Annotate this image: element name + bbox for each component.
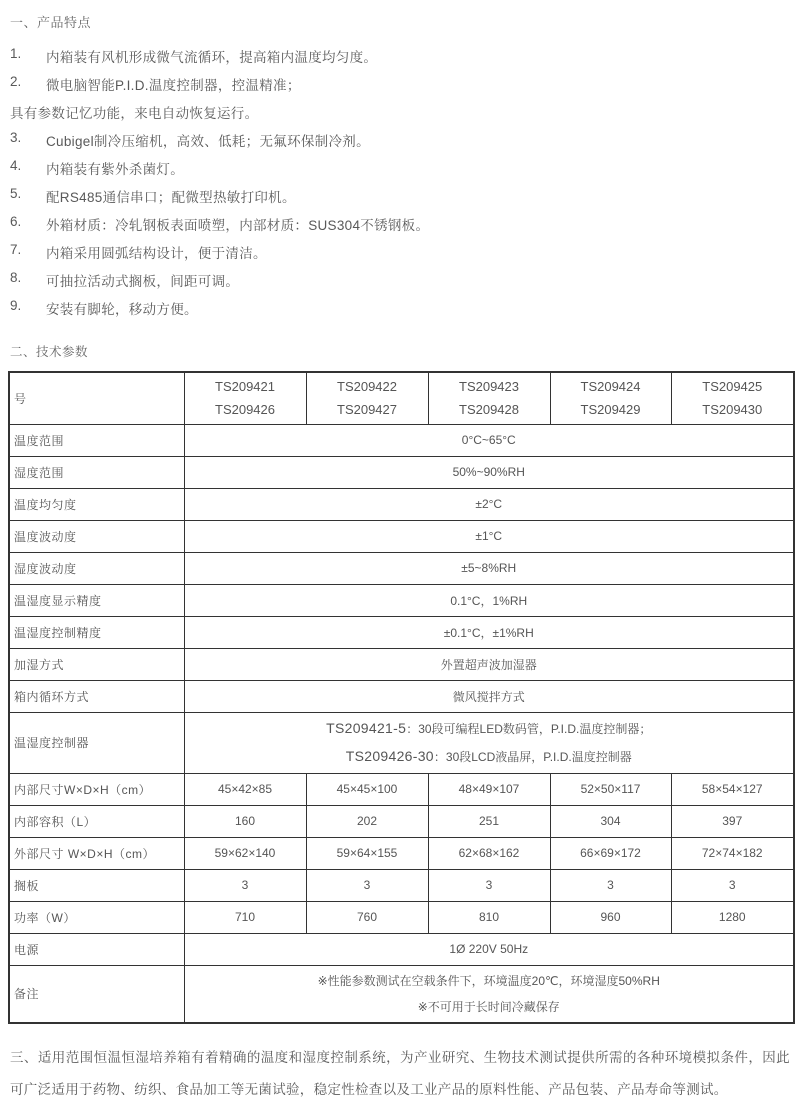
list-number: 6. [10, 214, 22, 229]
controller-model: TS209426-30 [345, 747, 434, 764]
spec-value: ±0.1°C，±1%RH [184, 616, 794, 648]
spec-value: 810 [428, 901, 550, 933]
model-column-cell [184, 372, 306, 424]
spec-label: 备注 [9, 965, 184, 1023]
spec-value: 59×62×140 [184, 837, 306, 869]
spec-label: 内部尺寸W×D×H（cm） [9, 773, 184, 805]
spec-value: 760 [306, 901, 428, 933]
table-row [9, 616, 794, 648]
list-text: 内箱装有紫外杀菌灯。 [46, 162, 184, 177]
spec-value: 72×74×182 [671, 837, 794, 869]
spec-value: 960 [550, 901, 671, 933]
model-column-cell [428, 372, 550, 424]
spec-label: 箱内循环方式 [9, 680, 184, 712]
spec-value: 3 [306, 869, 428, 901]
controller-line [189, 743, 790, 771]
table-row-controller [9, 712, 794, 773]
list-text: 安装有脚轮，移动方便。 [46, 302, 198, 317]
model-name: TS209424 [580, 379, 641, 395]
spec-label: 温度范围 [9, 424, 184, 456]
spec-value: 304 [550, 805, 671, 837]
list-number: 5. [10, 186, 22, 201]
model-name: TS209422 [337, 379, 397, 395]
list-number: 1. [10, 46, 22, 61]
list-text: Cubigel制冷压缩机，高效、低耗；无氟环保制冷剂。 [46, 134, 370, 149]
spec-value: 202 [306, 805, 428, 837]
model-name: TS209430 [702, 402, 763, 418]
spec-label: 温度均匀度 [9, 488, 184, 520]
spec-label: 外部尺寸 W×D×H（cm） [9, 837, 184, 869]
table-row [9, 933, 794, 965]
spec-value: ±1°C [184, 520, 794, 552]
spec-value: 3 [184, 869, 306, 901]
list-item [8, 46, 792, 74]
spec-value: 59×64×155 [306, 837, 428, 869]
spec-label: 加湿方式 [9, 648, 184, 680]
spec-value: 710 [184, 901, 306, 933]
spec-value: 160 [184, 805, 306, 837]
list-text: 内箱装有风机形成微气流循环，提高箱内温度均匀度。 [46, 50, 378, 65]
spec-label: 温度波动度 [9, 520, 184, 552]
controller-model: TS209421-5 [326, 719, 407, 736]
spec-label: 电源 [9, 933, 184, 965]
table-row [9, 901, 794, 933]
table-row [9, 680, 794, 712]
features-heading: 一、产品特点 [10, 15, 92, 30]
list-number: 8. [10, 270, 22, 285]
spec-value [184, 712, 794, 773]
table-row [9, 869, 794, 901]
list-text: 具有参数记忆功能，来电自动恢复运行。 [10, 106, 259, 121]
spec-value: 3 [550, 869, 671, 901]
spec-value: 3 [428, 869, 550, 901]
list-text: 配RS485通信串口；配微型热敏打印机。 [46, 190, 296, 205]
controller-desc: ：30段LCD液晶屏，P.I.D.温度控制器 [433, 749, 632, 764]
model-name: TS209426 [215, 402, 275, 418]
model-name: TS209429 [580, 402, 641, 418]
list-number: 4. [10, 158, 22, 173]
list-item [8, 270, 792, 298]
scope-paragraph: 三、适用范围恒温恒湿培养箱有着精确的温度和湿度控制系统，为产业研究、生物技术测试提供所需的各种环境模拟条件，因此可广泛适用于药物、纺织、食品加工等无菌试验，稳定性检查以及工业产品的原料性能、产品包装、产品寿命等测试。 [10, 1049, 790, 1097]
spec-value: 0.1°C，1%RH [184, 584, 794, 616]
list-item [8, 158, 792, 186]
spec-label: 温湿度控制精度 [9, 616, 184, 648]
spec-value: 397 [671, 805, 794, 837]
table-row [9, 552, 794, 584]
list-item [8, 186, 792, 214]
list-item-continuation [8, 102, 792, 130]
controller-line [189, 715, 790, 743]
list-item [8, 214, 792, 242]
list-item [8, 74, 792, 102]
list-text: 微电脑智能P.I.D.温度控制器，控温精准； [46, 78, 301, 93]
table-row [9, 805, 794, 837]
model-name: TS209421 [215, 379, 275, 395]
spec-label: 搁板 [9, 869, 184, 901]
list-text: 外箱材质：冷轧钢板表面喷塑，内部材质：SUS304不锈钢板。 [46, 218, 430, 233]
list-text: 内箱采用圆弧结构设计，便于清洁。 [46, 246, 267, 261]
table-row [9, 837, 794, 869]
model-name: TS209423 [459, 379, 519, 395]
specs-heading: 二、技术参数 [10, 345, 89, 359]
spec-label: 温湿度显示精度 [9, 584, 184, 616]
table-row [9, 520, 794, 552]
spec-value: 66×69×172 [550, 837, 671, 869]
spec-value: 52×50×117 [550, 773, 671, 805]
spec-value: 45×45×100 [306, 773, 428, 805]
spec-value: 1Ø 220V 50Hz [184, 933, 794, 965]
remark-line: ※不可用于长时间冷藏保存 [417, 999, 560, 1014]
spec-value: 3 [671, 869, 794, 901]
spec-value: 45×42×85 [184, 773, 306, 805]
spec-table [8, 371, 795, 1024]
model-column-cell [550, 372, 671, 424]
table-row-remark [9, 965, 794, 1023]
spec-value: ±2°C [184, 488, 794, 520]
table-row [9, 584, 794, 616]
spec-value: 58×54×127 [671, 773, 794, 805]
spec-value [184, 965, 794, 1023]
feature-list [8, 46, 792, 326]
model-name: TS209427 [337, 402, 397, 418]
controller-desc: ：30段可编程LED数码管，P.I.D.温度控制器； [406, 721, 652, 736]
spec-value: 50%~90%RH [184, 456, 794, 488]
table-row [9, 424, 794, 456]
spec-value: 62×68×162 [428, 837, 550, 869]
spec-label: 湿度波动度 [9, 552, 184, 584]
spec-value: 微风搅拌方式 [184, 680, 794, 712]
spec-value: 251 [428, 805, 550, 837]
list-item [8, 242, 792, 270]
model-name: TS209428 [459, 402, 519, 418]
header-label-cell: 号 [9, 372, 184, 424]
spec-value: ±5~8%RH [184, 552, 794, 584]
list-item [8, 130, 792, 158]
list-item [8, 298, 792, 326]
table-row [9, 773, 794, 805]
list-number: 7. [10, 242, 22, 257]
table-row [9, 648, 794, 680]
model-column-cell [306, 372, 428, 424]
table-row [9, 488, 794, 520]
spec-label: 内部容积（L） [9, 805, 184, 837]
spec-value: 48×49×107 [428, 773, 550, 805]
table-header-row [9, 372, 794, 424]
remark-line: ※性能参数测试在空载条件下，环境温度20℃，环境湿度50%RH [317, 973, 660, 988]
model-column-cell [671, 372, 794, 424]
spec-label: 温湿度控制器 [9, 712, 184, 773]
spec-label: 湿度范围 [9, 456, 184, 488]
spec-label: 功率（W） [9, 901, 184, 933]
spec-value: 外置超声波加湿器 [184, 648, 794, 680]
list-number: 9. [10, 298, 22, 313]
table-row [9, 456, 794, 488]
list-text: 可抽拉活动式搁板，间距可调。 [46, 274, 240, 289]
model-name: TS209425 [702, 379, 763, 395]
spec-value: 0°C~65°C [184, 424, 794, 456]
spec-value: 1280 [671, 901, 794, 933]
list-number: 3. [10, 130, 22, 145]
list-number: 2. [10, 74, 22, 89]
